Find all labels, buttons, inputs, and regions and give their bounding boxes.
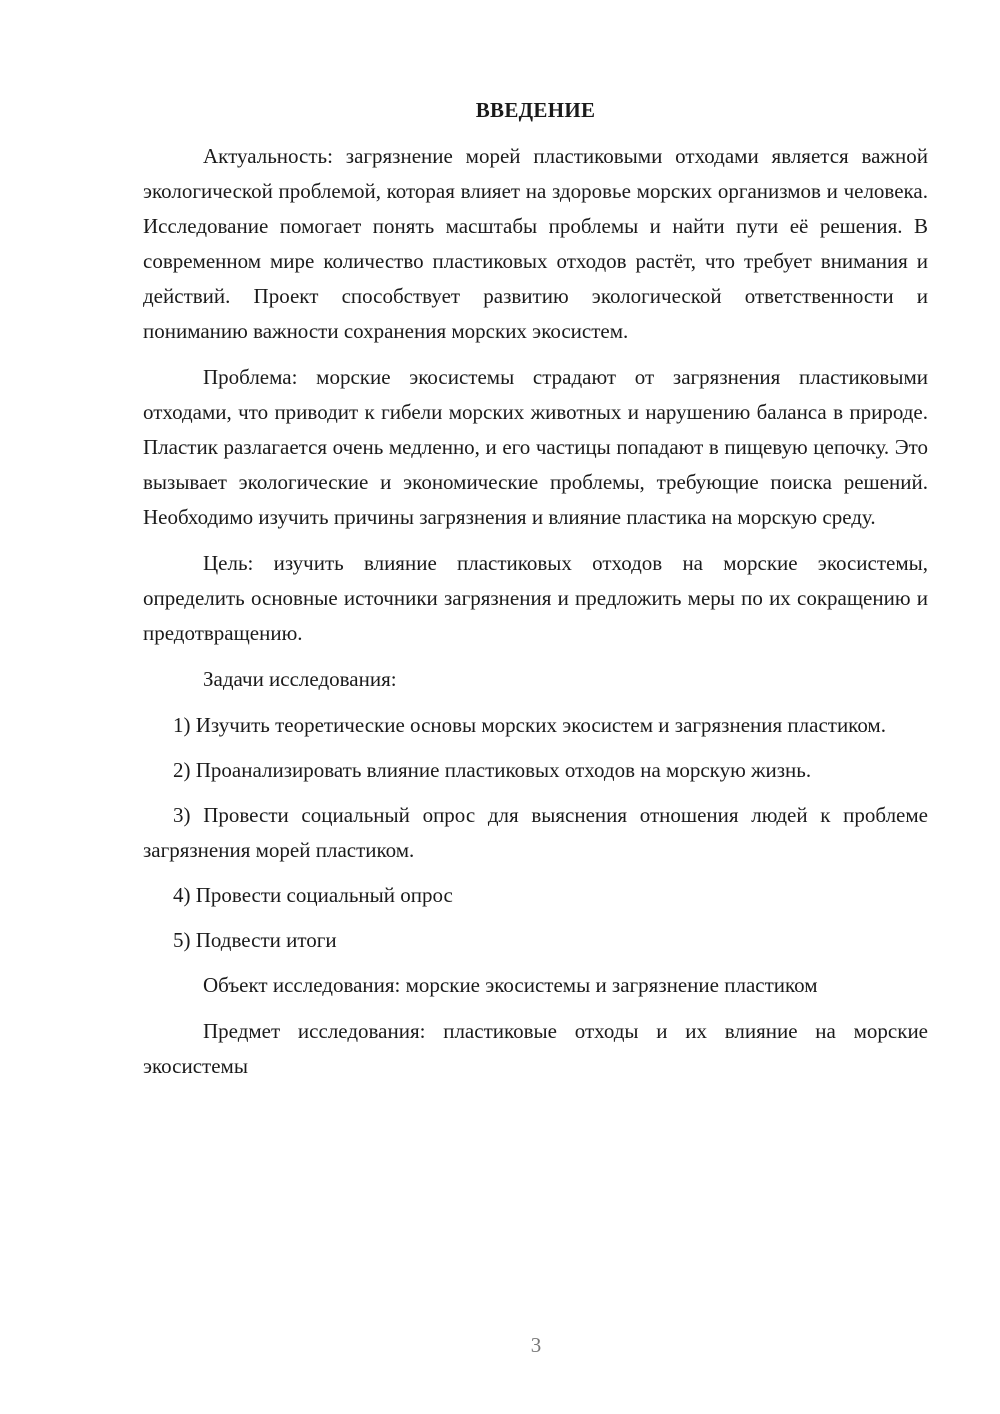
paragraph-tasks-heading: Задачи исследования:	[203, 667, 397, 691]
paragraph-subject: Предмет исследования: пластиковые отходы и их влияние на морские экосистемы	[143, 1019, 928, 1078]
page-number: 3	[530, 1333, 542, 1357]
paragraph-object: Объект исследования: морские экосистемы и загрязнение пластиком	[203, 973, 818, 997]
document-page	[143, 95, 928, 1095]
paragraph-problem: Проблема: морские экосистемы страдают от загрязнения пластиковыми отходами, что приводит к гибели морских животных и нарушению баланса в природе. Пластик разлагается очень медленно, и его частицы попадают в пищевую цепочку. Это вызывает экологические и экономические проблемы, требующие поиска решений. Необходимо изучить причины загрязнения и влияние пластика на морскую среду.	[143, 365, 928, 529]
section-heading: ВВЕДЕНИЕ	[475, 98, 596, 122]
task-item-1: 1) Изучить теоретические основы морских экосистем и загрязнения пластиком.	[173, 713, 886, 737]
paragraph-relevance: Актуальность: загрязнение морей пластиковыми отходами является важной экологической проблемой, которая влияет на здоровье морских организмов и человека. Исследование помогает понять масштабы проблемы и найти пути её решения. В современном мире количество пластиковых отходов растёт, что требует внимания и действий. Проект способствует развитию экологической ответственности и пониманию важности сохранения морских экосистем.	[143, 144, 928, 343]
task-item-3: 3) Провести социальный опрос для выяснения отношения людей к проблеме загрязнения морей пластиком.	[143, 803, 928, 862]
paragraph-goal: Цель: изучить влияние пластиковых отходов на морские экосистемы, определить основные источники загрязнения и предложить меры по их сокращению и предотвращению.	[143, 551, 928, 645]
task-item-5: 5) Подвести итоги	[173, 928, 337, 952]
task-item-4: 4) Провести социальный опрос	[173, 883, 453, 907]
task-item-2: 2) Проанализировать влияние пластиковых отходов на морскую жизнь.	[173, 758, 812, 782]
